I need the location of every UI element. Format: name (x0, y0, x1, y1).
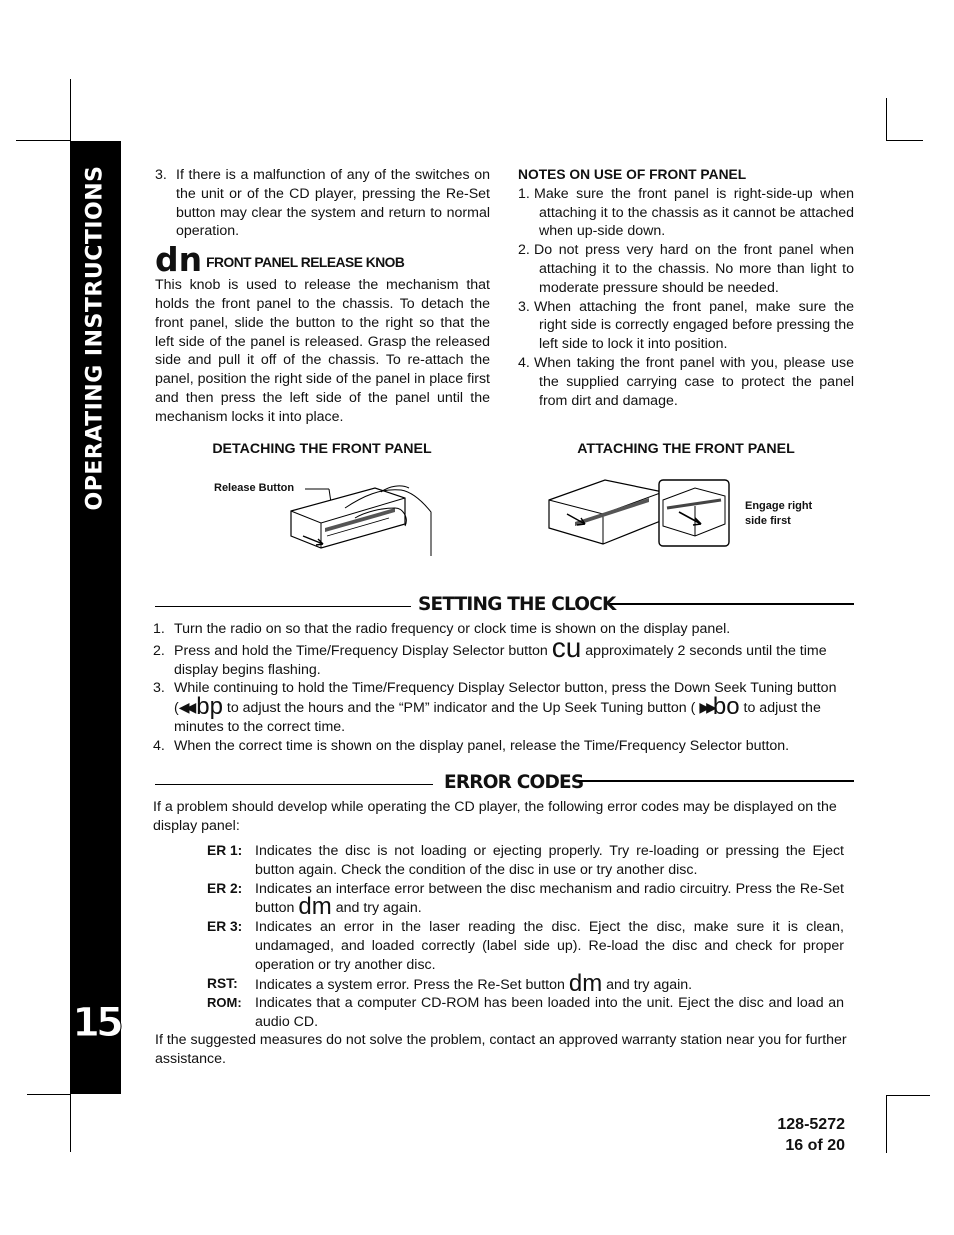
step-number: 1. (153, 621, 165, 637)
note-item-2 (518, 241, 854, 297)
seek-up-symbol: bo (712, 693, 740, 721)
sidebar-title: OPERATING INSTRUCTIONS (82, 165, 108, 511)
error-code: RST: (207, 975, 238, 991)
release-button-label: Release Button (214, 482, 295, 494)
engage-label-line-1: Engage right (745, 500, 813, 512)
page-number: 15 (72, 1000, 120, 1046)
right-column (518, 166, 854, 410)
error-description (255, 969, 844, 997)
error-description: Indicates an error in the laser reading the disc. Eject the disc, make sure it is clean, undamaged, and loaded correctly (label side up). Re-load the disc and check for proper operation or try another disc. (255, 919, 844, 973)
step-text: While continuing to hold the Time/Frequency Display Selector button, press the Down Seek Tuning button ( (174, 680, 837, 717)
errors-rule-left (155, 784, 433, 785)
knob-paragraph: This knob is used to release the mechanism that holds the front panel to the chassis. To detach the front panel, slide the button to the right so that the left side of the panel is released. Grasp the released side and pull it off of the chassis. To re-attach the panel, position the right side of the panel in place first and then press the left side of the panel until the mechanism locks it into place. (155, 277, 490, 425)
note-number: 2. (518, 242, 530, 259)
error-description-text: Indicates a system error. Press the Re-Set button (255, 976, 565, 993)
knob-heading-row (155, 240, 490, 280)
note-number: 1. (518, 185, 530, 202)
clock-step-1 (153, 620, 855, 639)
engage-label (745, 499, 812, 529)
crop-mark-bottom-right-v (886, 1095, 887, 1153)
crop-mark-top-right-v (886, 98, 887, 140)
note-item-3 (518, 298, 854, 354)
note-text: Do not press very hard on the front panel when attaching it to the chassis. No more than light to moderate pressure should be needed. (534, 242, 854, 296)
knob-symbol: dn (155, 240, 203, 280)
clock-step-3 (153, 679, 855, 736)
step-number: 4. (153, 737, 165, 754)
left-column (155, 166, 490, 427)
error-description-text: Indicates an interface error between the disc mechanism and radio circuitry. Press the Re-Set button (255, 880, 844, 917)
reset-button-symbol: dm (298, 893, 332, 921)
clock-rule-left (155, 606, 411, 607)
detach-illustration (285, 478, 445, 558)
attach-caption: ATTACHING THE FRONT PANEL (577, 441, 795, 457)
errors-intro: If a problem should develop while operating the CD player, the following error codes may be displayed on the display panel: (153, 799, 837, 834)
errors-closing: If the suggested measures do not solve the problem, contact an approved warranty station near you for further assistance. (155, 1032, 847, 1067)
doc-number: 128-5272 (777, 1116, 845, 1133)
note-text: When attaching the front panel, make sure the right side is correctly engaged before pressing the left side to lock it into position. (534, 298, 854, 353)
reset-button-symbol: dm (568, 969, 603, 997)
errors-title: ERROR CODES (444, 772, 584, 793)
knob-heading: FRONT PANEL RELEASE KNOB (206, 255, 405, 271)
crop-mark-top-right-h (886, 140, 923, 141)
malfunction-note (155, 166, 490, 241)
engage-label-line-2: side first (745, 515, 791, 527)
error-row-er2 (207, 880, 844, 919)
step-text: approximately 2 seconds until the time display begins flashing. (174, 642, 827, 678)
error-code: ROM: (207, 995, 242, 1011)
error-code: ER 2: (207, 880, 243, 896)
page-of: 16 of 20 (785, 1137, 845, 1154)
error-description: Indicates the disc is not loading or ejecting properly. Try re-loading or pressing the Eject button again. Check the condition of the disc in use or try another disc. (255, 843, 844, 878)
step-text: Press and hold the Time/Frequency Display Selector button (174, 642, 548, 659)
attach-illustration (545, 476, 735, 550)
step-text: to adjust the minutes to the correct time. (174, 700, 821, 735)
item-number: 3. (155, 167, 167, 183)
crop-mark-bottom-left-h (27, 1094, 71, 1095)
note-number: 4. (518, 354, 530, 371)
error-description: Indicates that a computer CD-ROM has been loaded into the unit. Eject the disc and load an audio CD. (255, 995, 844, 1031)
clock-steps (153, 620, 855, 756)
note-item-4 (518, 354, 854, 410)
notes-heading: NOTES ON USE OF FRONT PANEL (518, 167, 747, 182)
error-description (255, 880, 844, 919)
clock-step-4 (153, 737, 855, 756)
note-text: Make sure the front panel is right-side-up when attaching it to the chassis as it cannot be attached when up-side down. (534, 185, 854, 240)
error-code: ER 3: (207, 919, 243, 935)
time-display-button-symbol: cu (551, 631, 582, 663)
step-number: 2. (153, 642, 165, 659)
note-text: When taking the front panel with you, please use the supplied carrying case to protect the panel from dirt and damage. (534, 354, 854, 409)
error-row-er3 (207, 918, 844, 974)
clock-step-2 (153, 631, 855, 680)
seek-down-symbol: bp (196, 693, 223, 721)
crop-mark-top-left-v (70, 79, 71, 141)
crop-mark-top-left-h (16, 140, 71, 141)
clock-title: SETTING THE CLOCK (418, 594, 616, 615)
crop-mark-bottom-left-v (70, 1094, 71, 1152)
error-description-text: and try again. (335, 900, 422, 917)
step-text: Turn the radio on so that the radio frequency or clock time is shown on the display panel. (174, 621, 731, 637)
crop-mark-bottom-right-h (886, 1095, 930, 1096)
footer (700, 1114, 845, 1156)
seek-up-icon: ▶▶ (699, 699, 713, 716)
note-number: 3. (518, 298, 530, 315)
item-text: If there is a malfunction of any of the switches on the unit or of the CD player, pressing the Re-Set button may clear the system and return to normal operation. (176, 167, 490, 240)
detach-caption: DETACHING THE FRONT PANEL (212, 441, 432, 457)
error-code: ER 1: (207, 843, 243, 858)
error-list (207, 842, 844, 1032)
error-row-er1 (207, 842, 844, 880)
error-description-text: and try again. (606, 976, 693, 993)
clock-rule-right (610, 603, 854, 605)
error-row-rst (207, 969, 844, 997)
step-text: When the correct time is shown on the display panel, release the Time/Frequency Selector button. (174, 737, 790, 754)
error-row-rom (207, 994, 844, 1032)
errors-rule-right (578, 780, 854, 782)
seek-down-icon: ◀◀ (178, 699, 193, 716)
step-text: to adjust the hours and the “PM” indicator and the Up Seek Tuning button ( (226, 700, 696, 717)
step-number: 3. (153, 680, 165, 697)
note-item-1 (518, 185, 854, 241)
